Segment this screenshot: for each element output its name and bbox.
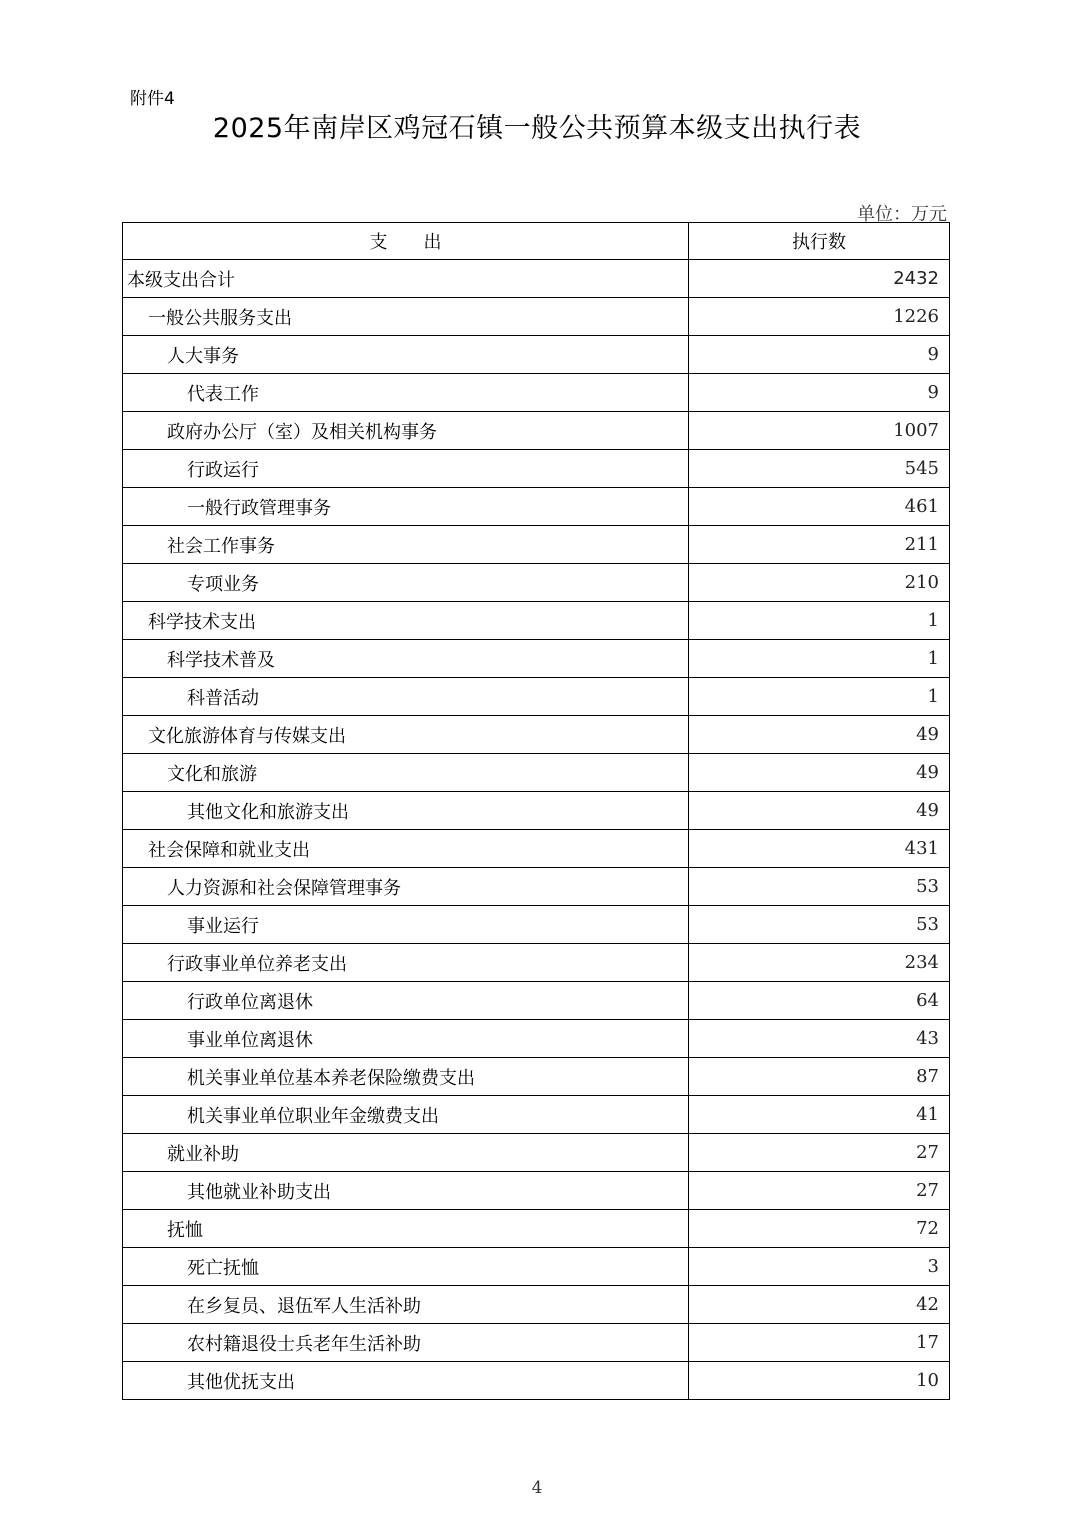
row-item-value: 49	[689, 792, 950, 830]
row-item-name: 科学技术普及	[123, 640, 689, 678]
table-row	[123, 830, 950, 868]
table-row	[123, 602, 950, 640]
row-item-value: 1226	[689, 298, 950, 336]
row-item-name: 本级支出合计	[123, 260, 689, 298]
row-item-value: 27	[689, 1172, 950, 1210]
row-item-value: 431	[689, 830, 950, 868]
table-row	[123, 564, 950, 602]
row-item-name: 代表工作	[123, 374, 689, 412]
table-row	[123, 1172, 950, 1210]
header-execution-amount: 执行数	[689, 223, 950, 260]
table-row	[123, 716, 950, 754]
row-item-name: 专项业务	[123, 564, 689, 602]
row-item-name: 农村籍退役士兵老年生活补助	[123, 1324, 689, 1362]
row-item-value: 2432	[689, 260, 950, 298]
row-item-name: 社会工作事务	[123, 526, 689, 564]
row-item-name: 人大事务	[123, 336, 689, 374]
row-item-name: 行政运行	[123, 450, 689, 488]
row-item-name: 在乡复员、退伍军人生活补助	[123, 1286, 689, 1324]
row-item-name: 人力资源和社会保障管理事务	[123, 868, 689, 906]
table-row	[123, 1362, 950, 1400]
table-row	[123, 374, 950, 412]
row-item-value: 234	[689, 944, 950, 982]
row-item-name: 社会保障和就业支出	[123, 830, 689, 868]
table-row	[123, 526, 950, 564]
header-expenditure: 支 出	[123, 223, 689, 260]
row-item-name: 一般公共服务支出	[123, 298, 689, 336]
row-item-name: 行政事业单位养老支出	[123, 944, 689, 982]
table-row	[123, 412, 950, 450]
row-item-name: 就业补助	[123, 1134, 689, 1172]
table-row	[123, 1210, 950, 1248]
row-item-value: 87	[689, 1058, 950, 1096]
table-row	[123, 906, 950, 944]
row-item-value: 49	[689, 716, 950, 754]
row-item-value: 1007	[689, 412, 950, 450]
row-item-name: 其他文化和旅游支出	[123, 792, 689, 830]
row-item-value: 64	[689, 982, 950, 1020]
table-row	[123, 792, 950, 830]
row-item-value: 1	[689, 640, 950, 678]
table-row	[123, 1134, 950, 1172]
table-row	[123, 1096, 950, 1134]
row-item-name: 事业运行	[123, 906, 689, 944]
row-item-value: 461	[689, 488, 950, 526]
row-item-name: 其他优抚支出	[123, 1362, 689, 1400]
page-number: 4	[531, 1478, 543, 1498]
row-item-value: 210	[689, 564, 950, 602]
row-item-value: 1	[689, 678, 950, 716]
expenditure-table	[122, 222, 950, 1400]
table-row	[123, 678, 950, 716]
row-item-value: 41	[689, 1096, 950, 1134]
row-item-value: 49	[689, 754, 950, 792]
row-item-value: 545	[689, 450, 950, 488]
table-row	[123, 298, 950, 336]
row-item-value: 72	[689, 1210, 950, 1248]
table-row	[123, 336, 950, 374]
table-row	[123, 1324, 950, 1362]
row-item-name: 科学技术支出	[123, 602, 689, 640]
row-item-value: 42	[689, 1286, 950, 1324]
table-row	[123, 640, 950, 678]
row-item-value: 17	[689, 1324, 950, 1362]
row-item-value: 27	[689, 1134, 950, 1172]
row-item-name: 事业单位离退休	[123, 1020, 689, 1058]
table-row	[123, 982, 950, 1020]
row-item-name: 科普活动	[123, 678, 689, 716]
row-item-value: 1	[689, 602, 950, 640]
row-item-name: 机关事业单位基本养老保险缴费支出	[123, 1058, 689, 1096]
table-row	[123, 1020, 950, 1058]
row-item-value: 43	[689, 1020, 950, 1058]
row-item-name: 死亡抚恤	[123, 1248, 689, 1286]
row-item-value: 53	[689, 868, 950, 906]
row-item-name: 机关事业单位职业年金缴费支出	[123, 1096, 689, 1134]
table-row	[123, 1058, 950, 1096]
row-item-name: 行政单位离退休	[123, 982, 689, 1020]
table-row	[123, 944, 950, 982]
row-item-value: 3	[689, 1248, 950, 1286]
row-item-name: 一般行政管理事务	[123, 488, 689, 526]
attachment-label: 附件4	[130, 89, 175, 109]
row-item-name: 其他就业补助支出	[123, 1172, 689, 1210]
table-row	[123, 260, 950, 298]
row-item-value: 10	[689, 1362, 950, 1400]
page-title: 2025年南岸区鸡冠石镇一般公共预算本级支出执行表	[212, 113, 862, 144]
table-row	[123, 868, 950, 906]
table-header-row	[123, 223, 950, 260]
row-item-name: 政府办公厅（室）及相关机构事务	[123, 412, 689, 450]
table-row	[123, 754, 950, 792]
table-body	[123, 260, 950, 1400]
table-row	[123, 488, 950, 526]
row-item-name: 文化和旅游	[123, 754, 689, 792]
row-item-name: 抚恤	[123, 1210, 689, 1248]
row-item-value: 9	[689, 336, 950, 374]
table-row	[123, 1286, 950, 1324]
row-item-value: 53	[689, 906, 950, 944]
row-item-value: 9	[689, 374, 950, 412]
table-row	[123, 450, 950, 488]
row-item-value: 211	[689, 526, 950, 564]
table-row	[123, 1248, 950, 1286]
unit-label: 单位：万元	[857, 204, 947, 225]
row-item-name: 文化旅游体育与传媒支出	[123, 716, 689, 754]
